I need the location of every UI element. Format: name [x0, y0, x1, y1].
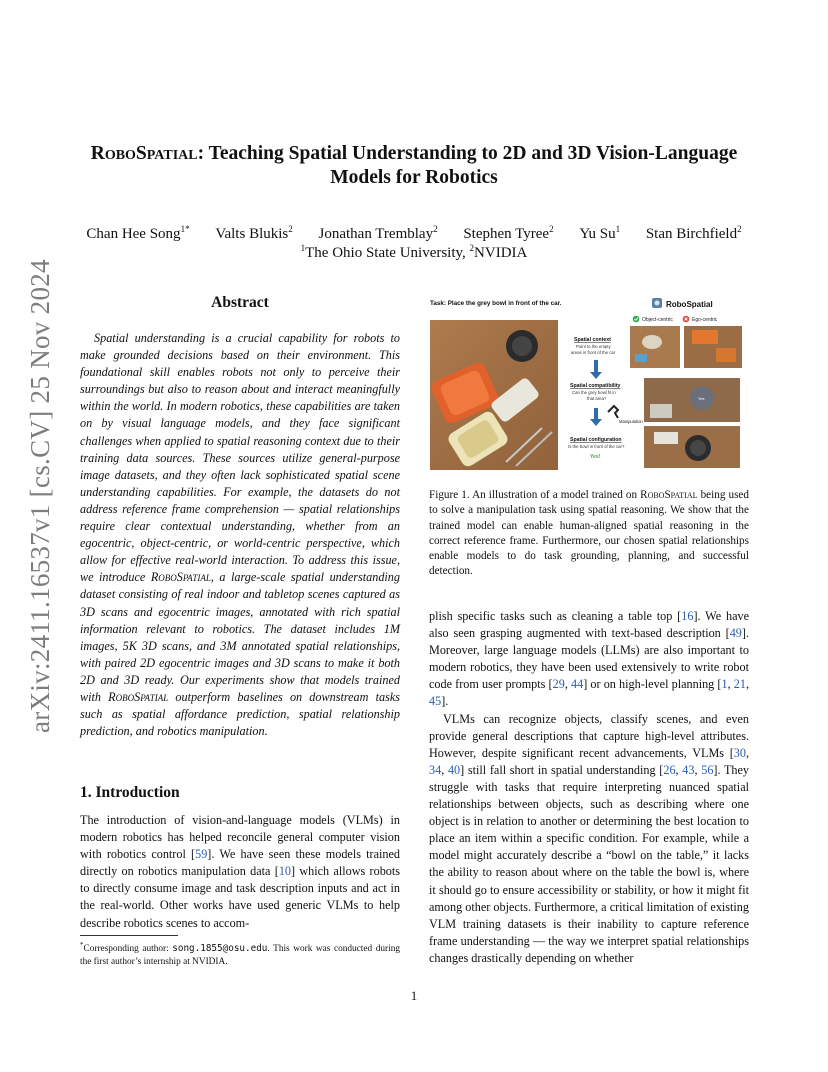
spatial-context-question: Point to the empty [576, 344, 611, 349]
paragraph [429, 608, 749, 711]
ego-centric-thumbnail [684, 326, 742, 368]
spatial-compatibility-title: Spatial compatibility [570, 383, 621, 389]
citation-link[interactable]: 34 [429, 762, 442, 777]
spatial-context-title: Spatial context [574, 337, 611, 343]
abstract-paragraph: Spatial understanding is a crucial capability for robots to make grounded decisions based on their environment. This foundational skill enables robots not only to perceive their surroundings but also to reason about and interact meaningfully within the world. In modern robotics, these capabilities are taken on by visual language models, and they face significant challenges when applied to spatial reasoning context due to their training data sources. These sources utilize general-purpose image datasets, and they often lack sophisticated spatial scene understanding capabilities. For example, the datasets do not address reference frame comprehension — spatial relationships require clear contextual understanding, whether from an egocentric, object-centric, or world-centric perspective, which allow for effective real-world interaction. To address this issue, we introduce RoboSpatial, a large-scale spatial understanding dataset consisting of real indoor and tabletop scenes captured as 3D scans and egocentric images, annotated with rich spatial information relevant to robotics. The dataset includes 1M images, 5K 3D scans, and 3M annotated spatial relationships, with paired 2D egocentric images and 3D scans to make it both 2D and 3D ready. Our experiments show that models trained with RoboSpatial outperform baselines on downstream tasks such as spatial affordance prediction, spatial relationship prediction, and robotics manipulation. [80, 331, 400, 739]
spatial-configuration-title: Spatial configuration [570, 437, 622, 443]
citation-link[interactable]: 49 [729, 626, 742, 641]
footnote-rule [80, 935, 178, 936]
tabletop-scene-photo [430, 320, 558, 470]
text-run: ]. [441, 694, 449, 709]
text-run: ]. Moreover, large language models (LLMs) are also important to modern robotics, they have been used extensively to write robot code from user prompts [ [429, 626, 749, 692]
manipulation-label: Manipulation [619, 419, 643, 424]
abstract-body [80, 330, 400, 740]
figure-1 [430, 292, 748, 470]
paper-title [60, 142, 768, 190]
figure-brand-label: RoboSpatial [666, 300, 713, 309]
text-run: , [441, 762, 448, 777]
figure-illustration [430, 292, 748, 470]
text-run: ]. We have also seen grasping augmented with text-based description [ [429, 609, 749, 641]
object-centric-thumbnail [630, 326, 680, 368]
compatibility-thumbnail [644, 378, 740, 422]
section-heading-introduction: 1. Introduction [80, 784, 180, 801]
citation-link[interactable]: 1 [721, 677, 728, 692]
object-centric-label: Object-centric [642, 317, 673, 323]
text-run: ] or on high-level planning [ [583, 677, 722, 692]
author: Stan Birchfield$^2$ [645, 224, 742, 242]
author: Yu Su$^1$ [579, 224, 621, 242]
compatibility-answer: Yes [698, 396, 705, 401]
affiliations: $^1$The Ohio State University, $^2$NVIDIA [300, 243, 528, 261]
citation-link[interactable]: 16 [681, 609, 694, 623]
text-run: , [564, 677, 572, 692]
title-line1-rest: : Teaching Spatial Understanding to 2D and 3D Vision-Language [197, 143, 738, 164]
text-run: ] still fall short in spatial understanding [ [460, 762, 664, 777]
page-number: 1 [410, 989, 418, 1003]
spatial-compatibility-question: Can the grey bowl fit in [572, 390, 616, 395]
paragraph: The introduction of vision-and-language models (VLMs) in modern robotics has helped reconcile general computer vision with robotics control [59]. We have seen these models trained directly on robotics manipulation data [10] which allows robots to directly consume image and task description inputs and act in the real-world. Other works have used generic VLMs to help describe robotics scenes to accom- [80, 813, 401, 930]
footnote: *Corresponding author: song.1855@osu.edu. This work was conducted during the first author’s internship at NVIDIA. [80, 941, 400, 968]
arrow-down-icon [590, 408, 602, 426]
citation-link[interactable]: 44 [571, 677, 584, 692]
author: Jonathan Tremblay$^2$ [318, 224, 438, 242]
author: Valts Blukis$^2$ [215, 224, 293, 242]
robospatial-logo-icon [652, 298, 662, 308]
citation-link[interactable]: 40 [447, 762, 461, 777]
citation-link[interactable]: 26 [663, 762, 676, 777]
spatial-compatibility-question: that area? [587, 396, 607, 401]
citation-link[interactable]: 30 [733, 745, 746, 760]
title-line2: Models for Robotics [330, 167, 498, 188]
figure-1-caption: Figure 1. An illustration of a model trained on RoboSpatial being used to solve a manipulation task using spatial reasoning. We show that the trained model can enable human-aligned spatial reasoning in the correct reference frame. Furthermore, our chosen spatial relationships enable models to do task grounding, planning, and successful detection. [429, 489, 749, 578]
introduction-body [80, 812, 400, 932]
citation-link[interactable]: 29 [552, 677, 565, 692]
abstract-heading: Abstract [211, 294, 269, 311]
arxiv-identifier-stamp: arXiv:2411.16537v1 [cs.CV] 25 Nov 2024 [25, 259, 55, 733]
text-run: plish specific tasks such as cleaning a table top [ [429, 609, 682, 623]
citation-link[interactable]: 56 [701, 762, 714, 777]
spatial-configuration-question: Is the bowl in front of the car? [568, 444, 625, 449]
author: Stephen Tyree$^2$ [463, 224, 554, 242]
citation-link[interactable]: 45 [429, 694, 442, 709]
title-dataset-name: RoboSpatial [90, 143, 198, 164]
text-run: , [745, 745, 749, 760]
citation-link[interactable]: 10 [278, 864, 291, 879]
author: Chan Hee Song$^{1*}$ [86, 224, 190, 242]
citation-link[interactable]: 43 [682, 762, 695, 777]
configuration-thumbnail [644, 426, 740, 468]
paragraph [429, 711, 749, 967]
ego-centric-label: Ego-centric [692, 317, 718, 323]
text-run: VLMs can recognize objects, classify scenes, and even provide general descriptions that capture high-level attributes. However, despite significant recent advancements, VLMs [ [429, 711, 749, 760]
arrow-down-icon [590, 360, 602, 379]
text-run: , [727, 677, 734, 692]
check-icon [633, 316, 640, 323]
figure-task-label: Task: Place the grey bowl in front of the car. [430, 300, 562, 307]
spatial-configuration-answer: Yes! [590, 454, 601, 460]
right-column-body [429, 608, 749, 967]
email-address: song.1855@osu.edu [172, 943, 268, 955]
text-run: ]. They struggle with tasks that require interpreting nuanced spatial relationships between objects, such as describing where one object is in relation to another or determining the best location to place an item within a specific condition. For example, while a model might accurately describe a “bowl on the table,” it lacks the ability to reason about where on the table the bowl is, where it should go to ensure accessibility or stability, or how it might fit among other objects. Furthermore, a critical limitation of existing VLM training datasets is their inability to capture reference frame understanding — the way we interpret spatial relationships changes drastically depending on whether [429, 762, 750, 965]
text-run: , [675, 762, 683, 777]
citation-link[interactable]: 59 [195, 847, 208, 862]
text-run: , [745, 677, 750, 692]
text-run: , [694, 762, 702, 777]
citation-link[interactable]: 21 [733, 677, 746, 692]
robot-arm-icon [608, 406, 618, 418]
spatial-context-question: areas in front of the car [571, 350, 616, 355]
